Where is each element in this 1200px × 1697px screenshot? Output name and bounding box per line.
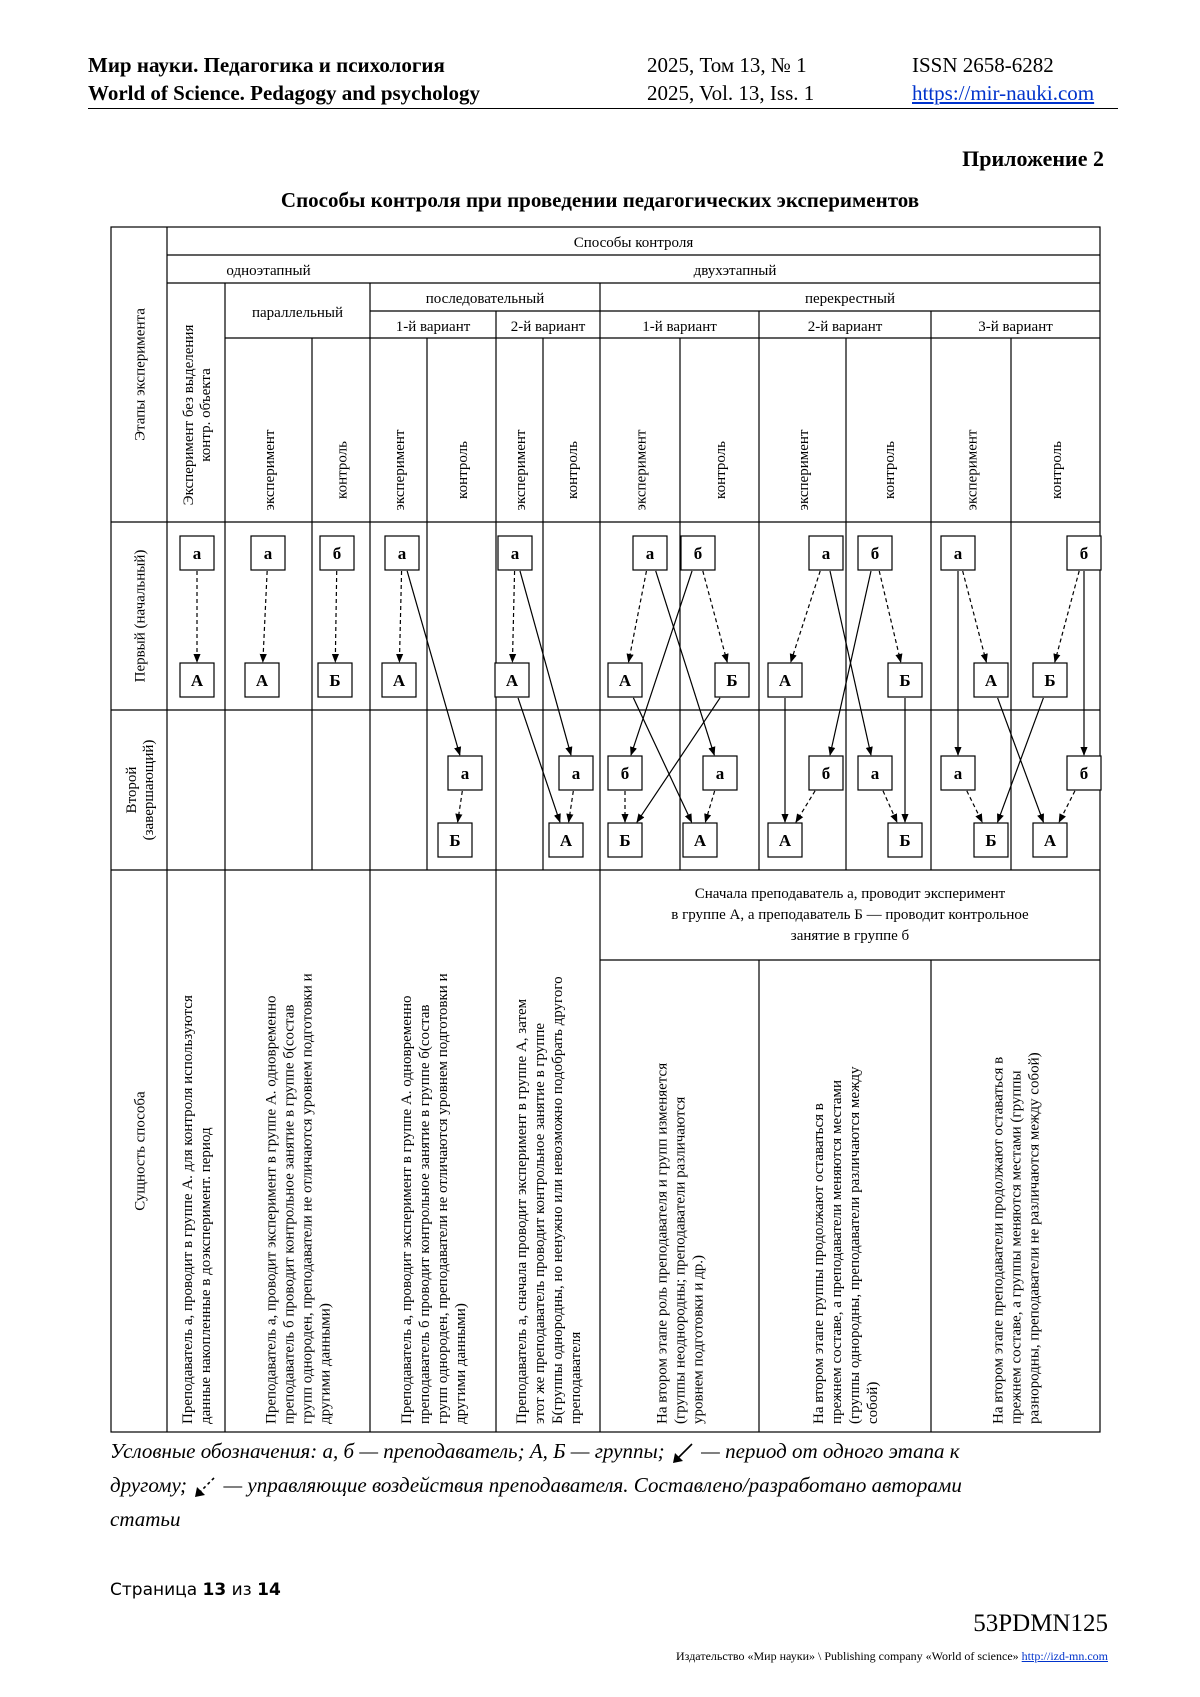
group-B-box-label: Б bbox=[449, 831, 461, 850]
page-of: из bbox=[231, 1580, 252, 1600]
experiment-col-header bbox=[964, 429, 980, 510]
control-col-header bbox=[334, 441, 350, 499]
essence-line: групп однороден, преподаватели не отличаются уровнем подготовки и bbox=[299, 973, 316, 1424]
appendix-label: Приложение 2 bbox=[962, 146, 1104, 171]
group-A-box-label: А bbox=[190, 671, 204, 690]
teacher-a-box-label: а bbox=[953, 544, 963, 563]
legend-text-c: другому; bbox=[110, 1473, 187, 1497]
control-arrow bbox=[796, 791, 815, 822]
essence-line: На втором этапе преподаватели продолжают оставаться в bbox=[990, 1056, 1007, 1424]
teacher-a-box-label: а bbox=[263, 544, 273, 563]
essence-line: Преподаватель а, проводит эксперимент в группе А. одновременно bbox=[263, 995, 280, 1424]
experiment-col-header-line: эксперимент bbox=[391, 429, 408, 511]
control-col-header-line: контроль bbox=[881, 441, 898, 499]
group-A-box-label: А bbox=[505, 671, 519, 690]
control-arrow bbox=[512, 571, 514, 662]
journal-title-ru: Мир науки. Педагогика и психология bbox=[88, 53, 445, 77]
control-col-header bbox=[713, 441, 729, 499]
group-A-box-label: А bbox=[984, 671, 998, 690]
legend-line-2 bbox=[110, 1468, 1100, 1502]
cross-common-note: Сначала преподаватель а, проводит эксперимент bbox=[694, 886, 1006, 902]
group-A-box-label: А bbox=[778, 671, 792, 690]
page-prefix: Страница bbox=[110, 1580, 198, 1600]
teacher-b-box-label: б bbox=[821, 764, 831, 783]
group-A-box-label: А bbox=[1043, 831, 1057, 850]
row-second-label bbox=[124, 740, 157, 841]
essence-line: другими данными) bbox=[453, 1303, 469, 1424]
issue-en: 2025, Vol. 13, Iss. 1 bbox=[647, 81, 815, 105]
publisher-text: Издательство «Мир науки» \ Publishing company «World of science» bbox=[676, 1649, 1019, 1663]
experiment-col-header bbox=[513, 429, 529, 510]
control-arrow bbox=[399, 571, 401, 662]
control-col-header bbox=[882, 441, 898, 499]
essence-line: Преподаватель а, проводит эксперимент в группе А. одновременно bbox=[399, 995, 415, 1424]
legend-text-b: — период от одного этапа к bbox=[701, 1439, 960, 1463]
control-arrow bbox=[879, 571, 901, 662]
control-arrow bbox=[703, 571, 727, 662]
essence-line: преподаватель б проводит контрольное занятие в группе б(состав bbox=[281, 1004, 298, 1424]
page-total: 14 bbox=[257, 1580, 281, 1600]
essence-text-7 bbox=[991, 1052, 1043, 1424]
legend-text-e: статьи bbox=[110, 1507, 181, 1531]
stages-label bbox=[132, 308, 148, 441]
cross-variant-1: 1-й вариант bbox=[642, 319, 717, 335]
table-title: Способы контроля при проведении педагогических экспериментов bbox=[280, 188, 920, 212]
journal-title-en: World of Science. Pedagogy and psychology bbox=[88, 81, 481, 105]
teacher-a-box-label: а bbox=[870, 764, 880, 783]
essence-line: преподаватель б проводит контрольное занятие в группе б(состав bbox=[417, 1004, 433, 1424]
table-border bbox=[111, 227, 1100, 1432]
control-arrow bbox=[1059, 791, 1075, 822]
cross-variant-2: 2-й вариант bbox=[807, 319, 883, 335]
experiment-col-header bbox=[796, 429, 812, 510]
control-col-header-line: контроль bbox=[454, 441, 471, 499]
cross-common-note: занятие в группе б bbox=[790, 928, 910, 944]
teacher-b-box-label: б bbox=[332, 544, 342, 563]
essence-line: Преподаватель а, проводит в группе А. для контроля используются bbox=[180, 995, 196, 1424]
group-B-box-label: Б bbox=[619, 831, 631, 850]
row-first-label bbox=[132, 550, 148, 683]
essence-line: На втором этапе группы продолжают оставаться в bbox=[811, 1103, 827, 1424]
publisher-link[interactable]: http://izd-mn.com bbox=[1021, 1649, 1108, 1663]
issn: ISSN 2658-6282 bbox=[912, 53, 1054, 77]
period-arrow bbox=[656, 571, 715, 755]
article-code: 53PDMN125 bbox=[973, 1610, 1108, 1637]
issue-ru: 2025, Том 13, № 1 bbox=[647, 53, 807, 77]
control-col-header-line: контроль bbox=[564, 441, 581, 499]
experiment-col-header-line: эксперимент bbox=[633, 429, 650, 511]
one-stage-header: одноэтапный bbox=[226, 263, 311, 279]
essence-line: другими данными) bbox=[317, 1303, 334, 1424]
no-control-col-header-line: контр. объекта bbox=[197, 368, 214, 462]
row-second-label-line: (завершающий) bbox=[140, 739, 157, 841]
essence-line: (группы однородны, преподаватели различаются между bbox=[847, 1066, 863, 1424]
essence-text-2 bbox=[264, 973, 334, 1424]
teacher-a-box-label: а bbox=[460, 764, 470, 783]
legend-text-a: Условные обозначения: а, б — преподаватель; А, Б — группы; bbox=[110, 1439, 665, 1463]
essence-line: (группы неоднородны; преподаватели различаются bbox=[672, 1096, 689, 1424]
teacher-b-box-label: б bbox=[1079, 544, 1089, 563]
control-arrow bbox=[963, 571, 987, 662]
group-A-box-label: А bbox=[255, 671, 269, 690]
essence-line: преподавателя bbox=[568, 1331, 584, 1424]
control-col-header bbox=[565, 441, 581, 499]
page-number: 13 bbox=[202, 1580, 227, 1600]
control-col-header-line: контроль bbox=[1048, 441, 1065, 499]
teacher-a-box-label: а bbox=[645, 544, 655, 563]
parallel-header: параллельный bbox=[251, 305, 344, 321]
essence-line: этот же преподаватель проводит контрольное занятие в группе bbox=[532, 1022, 548, 1424]
essence-line: прежнем составе, а группы меняются местами (группы bbox=[1008, 1070, 1025, 1424]
group-B-box-label: Б bbox=[329, 671, 341, 690]
group-B-box-label: Б bbox=[726, 671, 738, 690]
teacher-a-box-label: а bbox=[715, 764, 725, 783]
teacher-a-box-label: а bbox=[953, 764, 963, 783]
control-col-header bbox=[1049, 441, 1065, 499]
essence-text-6 bbox=[811, 1066, 881, 1424]
teacher-b-box-label: б bbox=[1079, 764, 1089, 783]
essence-line: данные накопленные в доэксперимент. период bbox=[198, 1127, 214, 1424]
page-counter bbox=[110, 1580, 281, 1600]
control-arrow bbox=[883, 791, 897, 822]
essence-line: разнородны, преподаватели не различаются между собой) bbox=[1026, 1052, 1043, 1424]
two-stage-header: двухэтапный bbox=[693, 263, 777, 279]
teacher-b-box-label: б bbox=[693, 544, 703, 563]
control-arrow bbox=[791, 571, 820, 662]
legend-text-d: — управляющие воздействия преподавателя. Составлено/разработано авторами bbox=[223, 1473, 962, 1497]
group-B-box-label: Б bbox=[1044, 671, 1056, 690]
cross-common-note: в группе А, а преподаватель Б — проводит контрольное bbox=[671, 907, 1029, 923]
control-arrow bbox=[458, 791, 463, 822]
row-second-label-line: Второй bbox=[123, 766, 140, 814]
group-A-box-label: А bbox=[778, 831, 792, 850]
no-control-col-header bbox=[181, 325, 214, 506]
stages-label-line: Этапы эксперимента bbox=[132, 308, 149, 441]
dashed-arrow-icon bbox=[192, 1474, 218, 1500]
essence-line: уровнем подготовки и др.) bbox=[690, 1255, 707, 1424]
group-B-box-label: Б bbox=[899, 671, 911, 690]
essence-line: Б(группы однородны, но ненужно или невозможно подобрать другого bbox=[550, 976, 566, 1424]
legend-line-1 bbox=[110, 1434, 1100, 1468]
control-arrow bbox=[569, 791, 574, 822]
no-control-col-header-line: Эксперимент без выделения bbox=[180, 324, 197, 506]
control-arrow bbox=[629, 571, 647, 662]
journal-url-link[interactable]: https://mir-nauki.com bbox=[912, 81, 1095, 105]
essence-line: Преподаватель а, сначала проводит эксперимент в группе А, затем bbox=[514, 998, 530, 1424]
essence-text-3 bbox=[399, 973, 469, 1424]
group-B-box-label: Б bbox=[899, 831, 911, 850]
period-arrow bbox=[518, 698, 560, 822]
experiment-col-header-line: эксперимент bbox=[261, 429, 278, 511]
essence-text-1 bbox=[180, 995, 214, 1424]
row-first-label-line: Первый (начальный) bbox=[132, 549, 149, 683]
control-arrow bbox=[967, 791, 982, 822]
control-arrow bbox=[335, 571, 336, 662]
teacher-a-box-label: а bbox=[510, 544, 520, 563]
publisher-line bbox=[676, 1649, 1108, 1664]
control-col-header-line: контроль bbox=[712, 441, 729, 499]
essence-text-4 bbox=[514, 976, 584, 1424]
group-A-box-label: А bbox=[392, 671, 406, 690]
teacher-a-box-label: а bbox=[192, 544, 202, 563]
seq-variant-2: 2-й вариант bbox=[510, 319, 586, 335]
control-arrow bbox=[263, 571, 267, 662]
row-essence-label-line: Сущность способа bbox=[132, 1091, 149, 1211]
experiment-col-header bbox=[262, 429, 278, 510]
control-arrow bbox=[1055, 571, 1079, 662]
experiment-col-header bbox=[392, 429, 408, 510]
teacher-a-box-label: а bbox=[397, 544, 407, 563]
row-essence-label bbox=[132, 1091, 148, 1211]
seq-variant-1: 1-й вариант bbox=[395, 319, 471, 335]
experiment-col-header bbox=[633, 429, 649, 510]
sequential-header: последовательный bbox=[425, 291, 545, 307]
group-A-box-label: А bbox=[559, 831, 573, 850]
cross-header: перекрестный bbox=[804, 291, 896, 307]
control-col-header-line: контроль bbox=[334, 441, 351, 499]
essence-text-5 bbox=[655, 1063, 707, 1424]
control-col-header bbox=[455, 441, 471, 499]
teacher-a-box-label: а bbox=[821, 544, 831, 563]
cross-variant-3: 3-й вариант bbox=[978, 319, 1053, 335]
teacher-b-box-label: б bbox=[870, 544, 880, 563]
experiment-col-header-line: эксперимент bbox=[512, 429, 529, 511]
group-A-box-label: А bbox=[693, 831, 707, 850]
teacher-b-box-label: б bbox=[620, 764, 630, 783]
solid-arrow-icon bbox=[670, 1440, 696, 1466]
control-arrow bbox=[705, 791, 714, 822]
teacher-a-box-label: а bbox=[571, 764, 581, 783]
essence-line: На втором этапе роль преподавателя и групп изменяется bbox=[654, 1062, 671, 1424]
essence-line: собой) bbox=[865, 1381, 881, 1424]
essence-line: прежнем составе, а преподаватели меняются местами bbox=[829, 1079, 845, 1424]
methods-header: Способы контроля bbox=[573, 235, 694, 251]
group-B-box-label: Б bbox=[985, 831, 997, 850]
group-A-box-label: А bbox=[618, 671, 632, 690]
experiment-col-header-line: эксперимент bbox=[964, 429, 981, 511]
essence-line: групп однороден, преподаватели не отличаются уровнем подготовки и bbox=[435, 973, 451, 1424]
experiment-col-header-line: эксперимент bbox=[795, 429, 812, 511]
